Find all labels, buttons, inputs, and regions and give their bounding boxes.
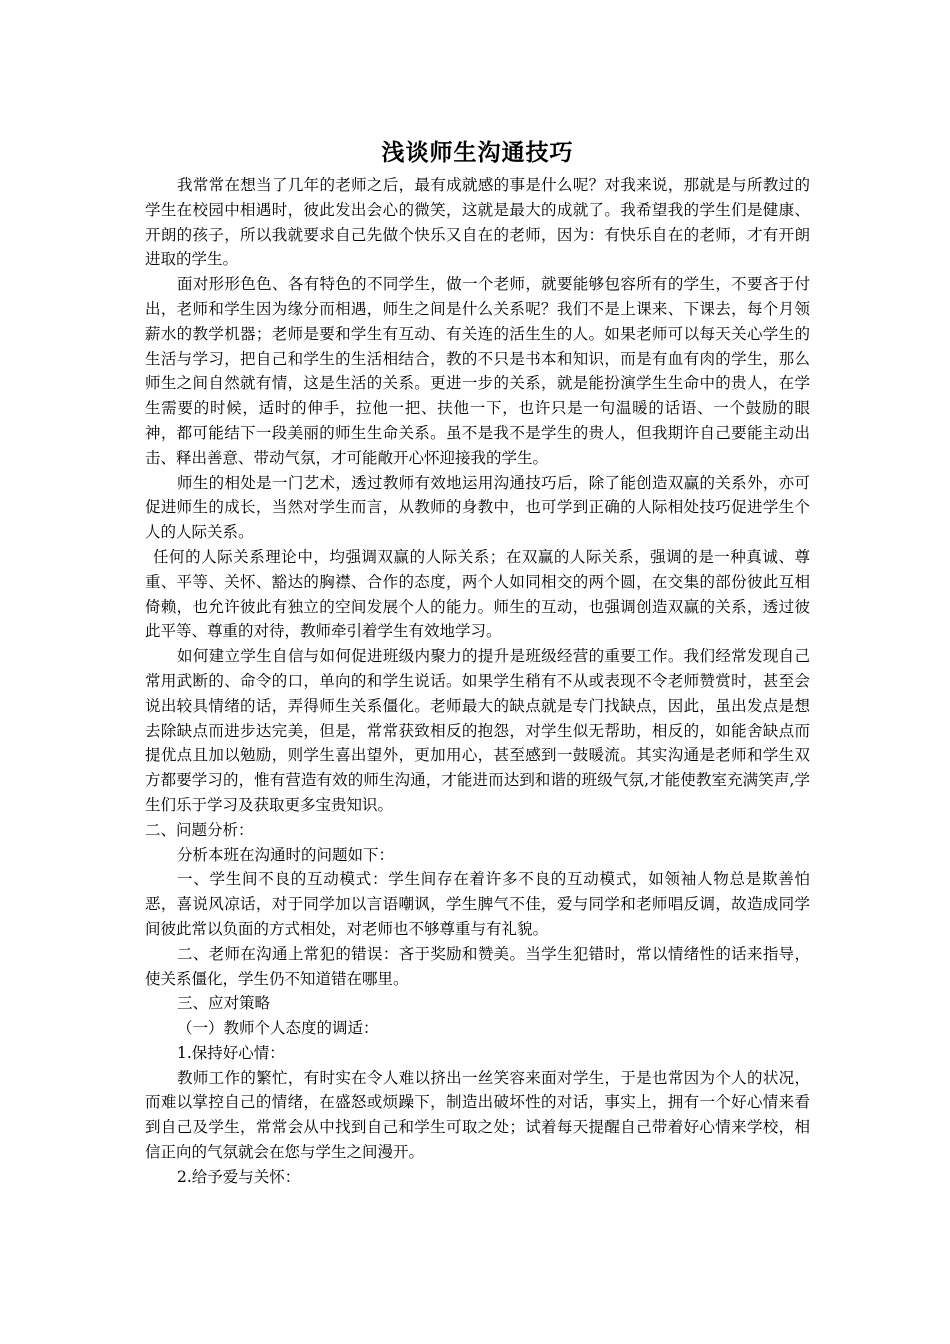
paragraph-art-of-communication: 师生的相处是一门艺术，透过教师有效地运用沟通技巧后，除了能创造双赢的关系外，亦可促进师生的成长，当然对学生而言，从教师的身教中，也可学到正确的人际相处技巧促进学生个人的人际关系。: [145, 473, 810, 542]
paragraph-class-management: 如何建立学生自信与如何促进班级内聚力的提升是班级经营的重要工作。我们经常发现自己常用武断的、命令的口，单向的和学生说话。如果学生稍有不从或表现不令老师赞赏时，甚至会说出较具情绪的话，弄得师生关系僵化。老师最大的缺点就是专门找缺点，因此，虽出发点是想去除缺点而进步达完美，但是，常常获致相反的抱怨，对学生似无帮助，相反的，如能舍缺点而提优点且加以勉励，则学生喜出望外，更加用心，甚至感到一鼓暖流。其实沟通是老师和学生双方都要学习的，惟有营造有效的师生沟通，才能进而达到和谐的班级气氛,才能使教室充满笑声,学生们乐于学习及获取更多宝贵知识。: [145, 647, 810, 814]
section-heading-problem-analysis: 二、问题分析：: [145, 820, 254, 839]
section-heading-strategies: 三、应对策略: [177, 994, 271, 1013]
paragraph-intro: 我常常在想当了几年的老师之后，最有成就感的事是什么呢？对我来说，那就是与所教过的学生在校园中相遇时，彼此发出会心的微笑，这就是最大的成就了。我希望我的学生们是健康、开朗的孩子，所以我就要求自己先做个快乐又自在的老师，因为：有快乐自在的老师，才有开朗进取的学生。: [145, 176, 810, 269]
paragraph-good-mood: 教师工作的繁忙，有时实在令人难以挤出一丝笑容来面对学生，于是也常因为个人的状况，而难以掌控自己的情绪，在盛怒或烦躁下，制造出破坏性的对话，事实上，拥有一个好心情来看到自己及学生，常常会从中找到自己和学生可取之处；试着每天提醒自己带着好心情来学校，相信正向的气氛就会在您与学生之间漫开。: [145, 1068, 810, 1162]
document-page: [145, 136, 810, 1190]
paragraph-relationship: 面对形形色色、各有特色的不同学生，做一个老师，就要能够包容所有的学生，不要吝于付出，老师和学生因为缘分而相遇，师生之间是什么关系呢？我们不是上课来、下课去，每个月领薪水的教学机器；老师是要和学生有互动、有关连的活生生的人。如果老师可以每天关心学生的生活与学习，把自己和学生的生活相结合，教的不只是书本和知识，而是有血有肉的学生，那么师生之间自然就有情，这是生活的关系。更进一步的关系，就是能扮演学生生命中的贵人，在学生需要的时候，适时的伸手，拉他一把、扶他一下，也许只是一句温暖的话语、一个鼓励的眼神，都可能结下一段美丽的师生生命关系。虽不是我不是学生的贵人，但我期许自己要能主动出击、释出善意、带动气氛，才可能敞开心怀迎接我的学生。: [145, 275, 810, 467]
item-heading-good-mood: 1.保持好心情：: [177, 1043, 285, 1062]
subsection-heading-teacher-attitude: （一）教师个人态度的调适：: [177, 1019, 379, 1038]
item-heading-love-and-care: 2.给予爱与关怀：: [177, 1167, 301, 1186]
paragraph-problem-1: 一、学生间不良的互动模式：学生间存在着许多不良的互动模式，如领袖人物总是欺善怕恶，喜说风凉话，对于同学加以言语嘲讽，学生脾气不佳，爱与同学和老师唱反调，故造成同学间彼此常以负面的方式相处，对老师也不够尊重与有礼貌。: [145, 870, 810, 938]
document-title: 浅谈师生沟通技巧: [381, 139, 574, 166]
paragraph-analysis-intro: 分析本班在沟通时的问题如下：: [177, 845, 395, 864]
paragraph-win-win: 任何的人际关系理论中，均强调双赢的人际关系；在双赢的人际关系，强调的是一种真诚、尊重、平等、关怀、豁达的胸襟、合作的态度，两个人如同相交的两个圆，在交集的部份彼此互相倚赖，也允许彼此有独立的空间发展个人的能力。师生的互动，也强调创造双赢的关系，透过彼此平等、尊重的对待，教师牵引着学生有效地学习。: [145, 547, 810, 641]
paragraph-problem-2: 二、老师在沟通上常犯的错误：吝于奖励和赞美。当学生犯错时，常以情绪性的话来指导，使关系僵化，学生仍不知道错在哪里。: [145, 944, 810, 988]
